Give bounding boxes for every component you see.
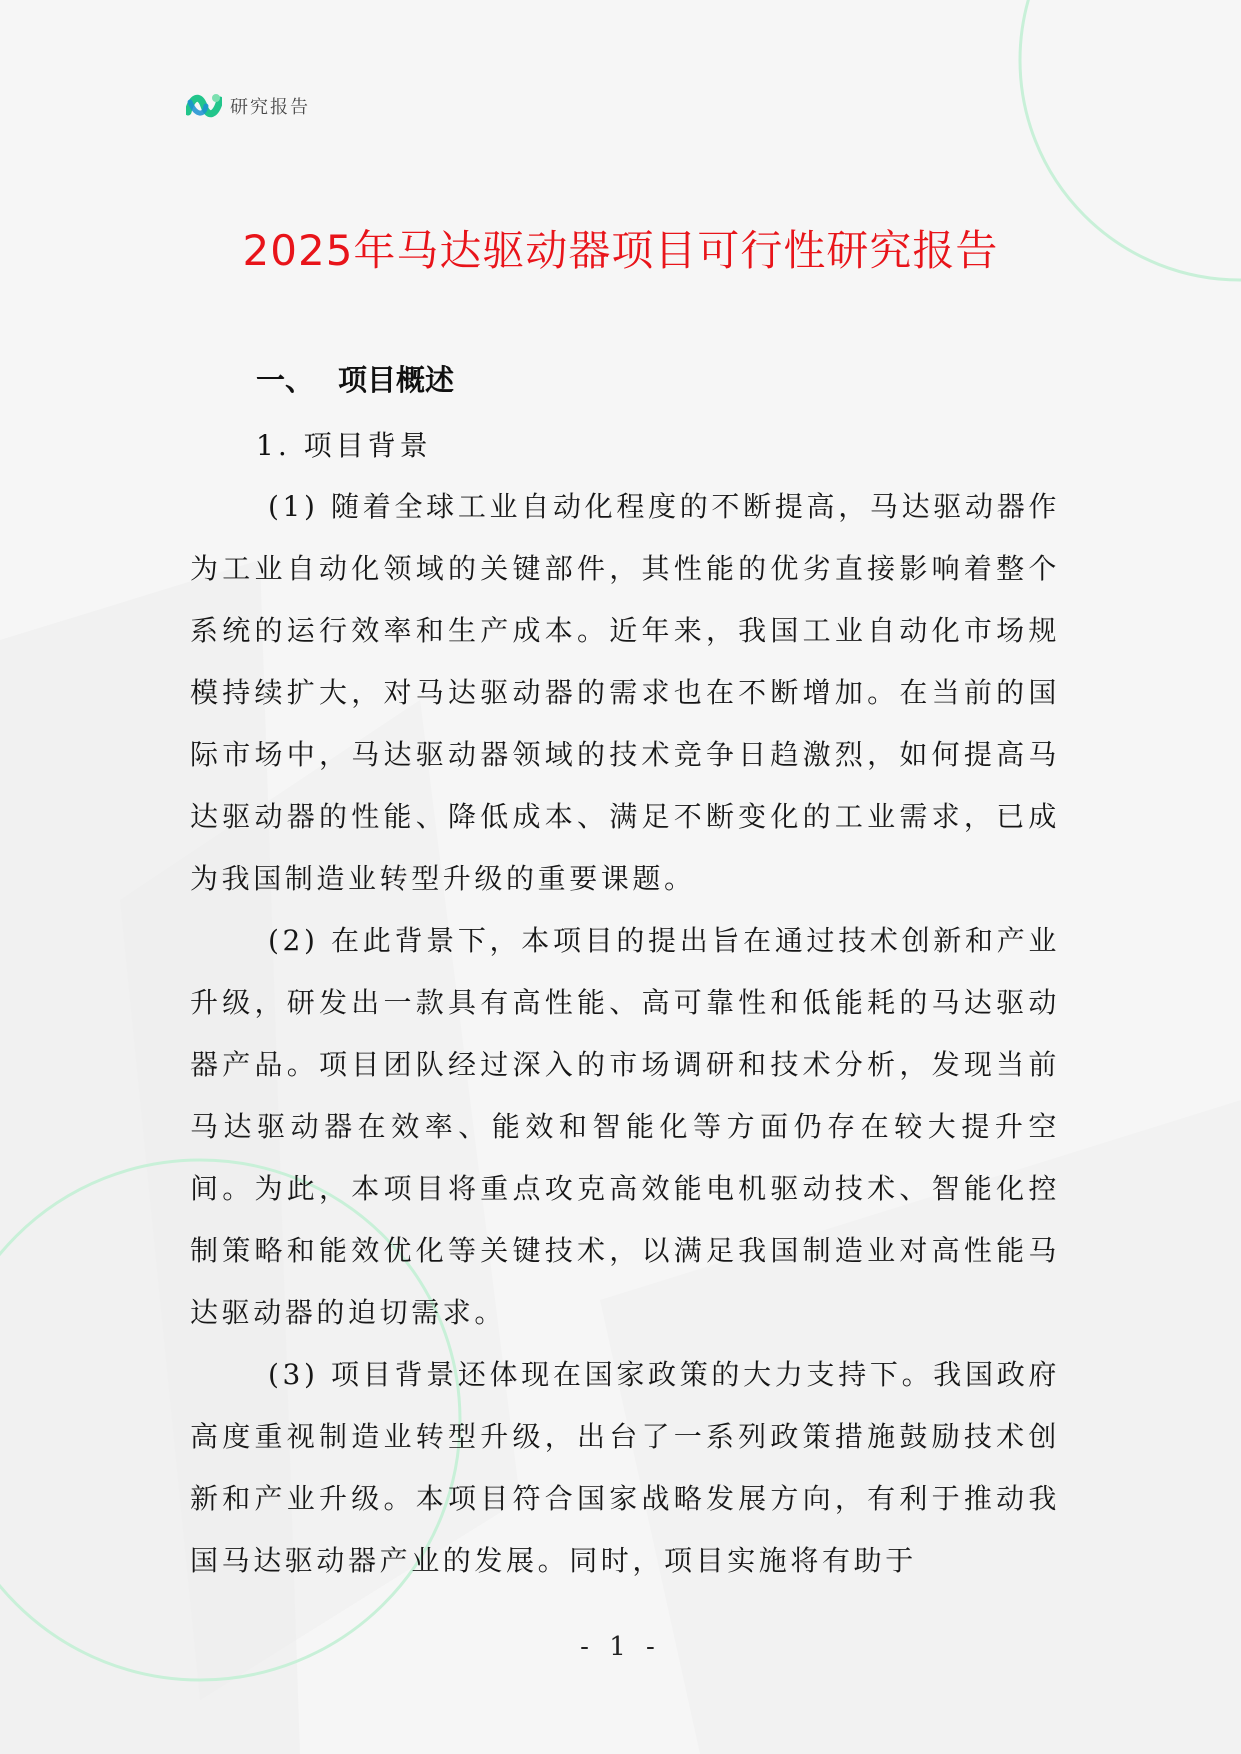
section-title: 项目概述 bbox=[338, 363, 455, 397]
paragraph-1: (1) 随着全球工业自动化程度的不断提高，马达驱动器作为工业自动化领域的关键部件，其性能的优劣直接影响着整个系统的运行效率和生产成本。近年来，我国工业自动化市场规模持续扩大，对马达驱动器的需求也在不断增加。在当前的国际市场中，马达驱动器领域的技术竞争日趋激烈，如何提高马达驱动器的性能、降低成本、满足不断变化的工业需求，已成为我国制造业转型升级的重要课题。 bbox=[190, 490, 1060, 895]
document-title: 2025年马达驱动器项目可行性研究报告 bbox=[242, 226, 999, 275]
body-text bbox=[190, 476, 1060, 1592]
brand-logo-icon bbox=[186, 90, 222, 122]
header bbox=[186, 90, 310, 122]
header-label: 研究报告 bbox=[230, 97, 310, 118]
subsection-heading: 1. 项目背景 bbox=[256, 429, 432, 462]
paragraph-3: (3) 项目背景还体现在国家政策的大力支持下。我国政府高度重视制造业转型升级，出台了一系列政策措施鼓励技术创新和产业升级。本项目符合国家战略发展方向，有利于推动我国马达驱动器产业的发展。同时，项目实施将有助于 bbox=[190, 1358, 1060, 1577]
section-heading bbox=[256, 358, 454, 399]
section-number: 一、 bbox=[256, 363, 315, 397]
page-number: - 1 - bbox=[580, 1632, 661, 1662]
paragraph-2: (2) 在此背景下，本项目的提出旨在通过技术创新和产业升级，研发出一款具有高性能、高可靠性和低能耗的马达驱动器产品。项目团队经过深入的市场调研和技术分析，发现当前马达驱动器在效率、能效和智能化等方面仍存在较大提升空间。为此，本项目将重点攻克高效能电机驱动技术、智能化控制策略和能效优化等关键技术，以满足我国制造业对高性能马达驱动器的迫切需求。 bbox=[190, 924, 1060, 1329]
